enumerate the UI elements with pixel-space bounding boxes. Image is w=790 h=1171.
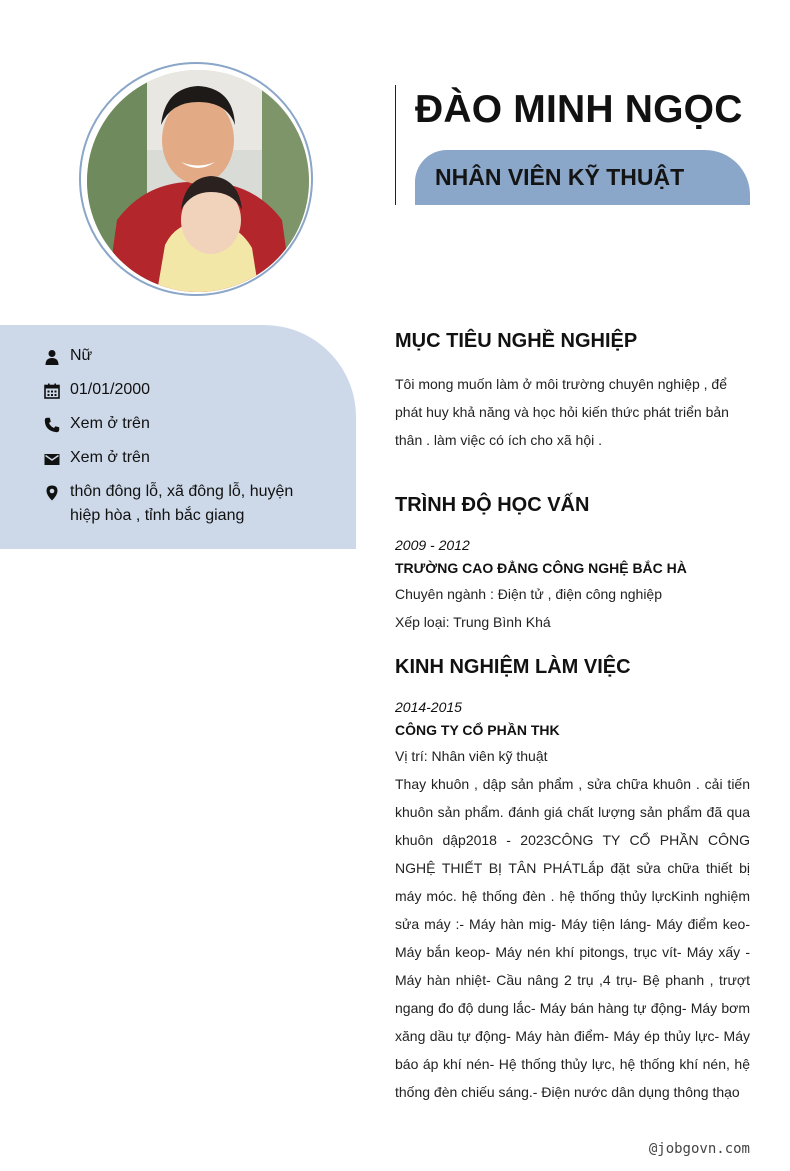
address-value: thôn đông lỗ, xã đông lỗ, huyện hiệp hòa , tỉnh bắc giang	[70, 483, 294, 524]
candidate-name: ĐÀO MINH NGỌC	[415, 88, 743, 131]
job-title-badge	[415, 150, 750, 205]
location-pin-icon	[44, 485, 60, 501]
avatar-photo	[87, 70, 309, 292]
calendar-icon	[44, 383, 60, 399]
watermark: @jobgovn.com	[648, 1141, 750, 1157]
contact-gender	[44, 348, 92, 368]
objective-heading: MỤC TIÊU NGHỀ NGHIỆP	[395, 330, 638, 352]
education-grade: Xếp loại: Trung Bình Khá	[395, 614, 551, 630]
objective-text: Tôi mong muốn làm ở môi trường chuyên nghiệp , để phát huy khả năng và học hỏi kiến thức phát triển bản thân . làm việc có ích cho xã hội .	[395, 376, 729, 448]
phone-icon	[44, 417, 60, 433]
experience-position: Vị trí: Nhân viên kỹ thuật	[395, 748, 548, 764]
header-divider	[395, 85, 396, 205]
experience-description: Thay khuôn , dập sản phẩm , sửa chữa khuôn . cải tiến khuôn sản phẩm. đánh giá chất lượng sản phẩm đã qua khuôn dập2018 - 2023CÔNG TY CỔ PHẦN CÔNG NGHỆ THIẾT BỊ TÂN PHÁTLắp đặt sửa chữa thiết bị máy móc. hệ thống đèn . hệ thống thủy lựcKinh nghiệm sửa máy :- Máy hàn mig- Máy tiện láng- Máy điểm keo- Máy bắn keop- Máy nén khí pitongs, trục vít- Máy xấy - Máy hàn nhiệt- Cầu nâng 2 trụ ,4 trụ- Bệ phanh , trượt ngang đo độ dung lắc- Máy bán hàng tự động- Máy bơm xăng dầu tự động- Máy hàn điểm- Máy ép thủy lực- Máy báo áp khí nén- Hệ thống thủy lực, hệ thống khí nén, hệ thống đèn chiếu sáng.- Điện nước dân dụng thông thạo	[395, 776, 750, 1100]
email-value: Xem ở trên	[70, 449, 150, 466]
phone-value: Xem ở trên	[70, 415, 150, 432]
experience-heading: KINH NGHIỆM LÀM VIỆC	[395, 656, 631, 678]
birthday-value: 01/01/2000	[70, 381, 151, 398]
job-title: NHÂN VIÊN KỸ THUẬT	[435, 164, 685, 190]
contact-phone	[44, 416, 150, 436]
experience-company: CÔNG TY CỔ PHẦN THK	[395, 722, 560, 738]
person-icon	[44, 349, 60, 365]
contact-email	[44, 450, 150, 470]
education-major: Chuyên ngành : Điện tử , điện công nghiệp	[395, 586, 663, 602]
contact-birthday	[44, 382, 150, 402]
avatar-illustration	[87, 70, 309, 292]
education-heading: TRÌNH ĐỘ HỌC VẤN	[395, 494, 590, 516]
education-period: 2009 - 2012	[395, 537, 470, 553]
education-school: TRƯỜNG CAO ĐẲNG CÔNG NGHỆ BẮC HÀ	[395, 560, 687, 576]
contact-address	[44, 484, 305, 528]
gender-value: Nữ	[70, 347, 93, 364]
mail-icon	[44, 451, 60, 467]
experience-period: 2014-2015	[395, 699, 462, 715]
